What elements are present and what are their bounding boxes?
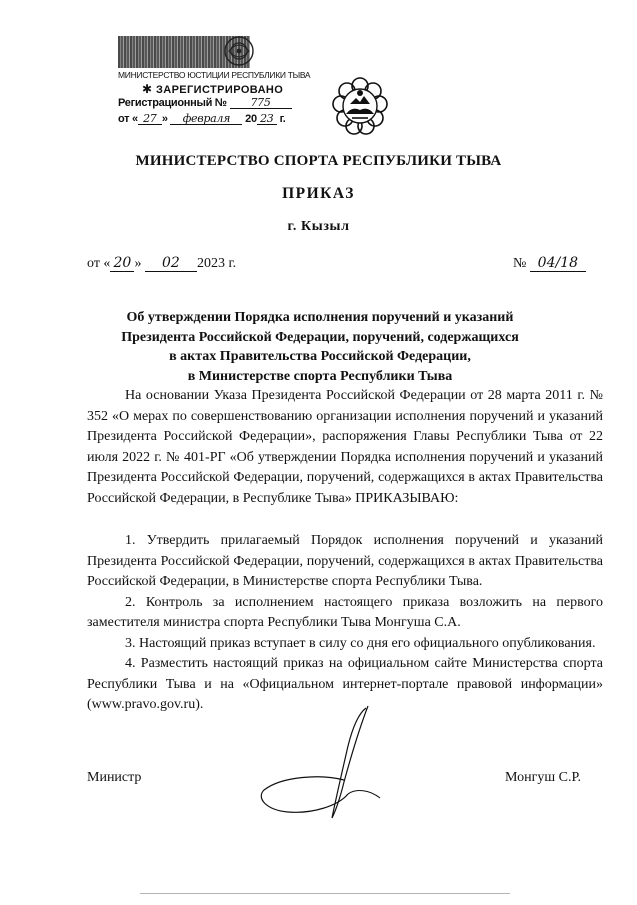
stamp-status-text: ЗАРЕГИСТРИРОВАНО	[155, 84, 284, 96]
order-date	[87, 256, 236, 272]
scan-edge-line	[140, 893, 510, 894]
order-item: 1. Утвердить прилагаемый Порядок исполнения поручений и указаний Президента Российской Федерации, поручений, содержащихся в актах Правительства Российской Федерации, в Министерстве спорта Республики Тыва.	[87, 533, 603, 589]
registration-stamp	[114, 30, 314, 134]
order-items	[87, 531, 603, 716]
order-number	[513, 256, 586, 272]
stamp-reg-row	[118, 97, 292, 109]
order-date-day: 20	[110, 256, 134, 272]
stamp-reg-label: Регистрационный №	[118, 97, 227, 109]
order-date-mid: »	[134, 256, 142, 271]
stamp-date-month: февраля	[170, 113, 242, 125]
stamp-emblem-icon	[221, 33, 257, 69]
stamp-year-suffix: 23	[257, 113, 277, 125]
stamp-date-row	[118, 113, 286, 125]
stamp-status	[142, 82, 283, 96]
handwritten-signature	[252, 702, 392, 822]
signer-name: Монгуш С.Р.	[505, 770, 581, 785]
order-date-prefix: от «	[87, 256, 111, 271]
order-date-year: 2023 г.	[196, 256, 237, 271]
city: г. Кызыл	[287, 219, 350, 234]
stamp-date-day: 27	[138, 113, 162, 125]
order-date-month: 02	[145, 256, 197, 272]
stamp-date-prefix: от «	[118, 113, 138, 125]
stamp-org: МИНИСТЕРСТВО ЮСТИЦИИ РЕСПУБЛИКИ ТЫВА	[118, 70, 311, 80]
stamp-year-prefix: 20	[245, 113, 257, 125]
order-number-label: №	[513, 256, 527, 271]
stamp-year-end: г.	[279, 113, 286, 125]
ministry-title: МИНИСТЕРСТВО СПОРТА РЕСПУБЛИКИ ТЫВА	[135, 153, 502, 169]
order-number-value: 04/18	[530, 256, 586, 272]
stamp-reg-number: 775	[230, 97, 292, 109]
order-item: 3. Настоящий приказ вступает в силу со дня его официального опубликования.	[125, 635, 596, 651]
order-item: 4. Разместить настоящий приказ на официальном сайте Министерства спорта Республики Тыва и на «Официальном интернет-портале правовой информации» (www.pravo.gov.ru).	[87, 656, 603, 712]
subject-line: Президента Российской Федерации, поручений, содержащихся	[121, 329, 519, 345]
document-type: ПРИКАЗ	[282, 185, 355, 202]
subject-line: в Министерстве спорта Республики Тыва	[187, 368, 453, 384]
coat-of-arms-icon	[330, 76, 390, 136]
order-subject	[110, 308, 530, 386]
stamp-date-mid: »	[161, 113, 168, 125]
signer-title: Министр	[87, 770, 142, 785]
order-item: 2. Контроль за исполнением настоящего приказа возложить на первого заместителя министра спорта Республики Тыва Монгуша С.А.	[87, 594, 603, 630]
stamp-check-icon: ✱	[142, 82, 153, 96]
subject-line: Об утверждении Порядка исполнения поручений и указаний	[126, 310, 514, 325]
preamble-paragraph: На основании Указа Президента Российской Федерации от 28 марта 2011 г. № 352 «О мерах по совершенствованию организации исполнения поручений и указаний Президента Российской Федерации», распоряжения Главы Республики Тыва от 22 июля 2022 г. № 401-РГ «Об утверждении Порядка исполнения поручений и указаний Президента Российской Федерации, поручений, содержащихся в актах Правительства Российской Федерации, в Республике Тыва» ПРИКАЗЫВАЮ:	[87, 388, 603, 506]
subject-line: в актах Правительства Российской Федерации,	[169, 349, 471, 364]
